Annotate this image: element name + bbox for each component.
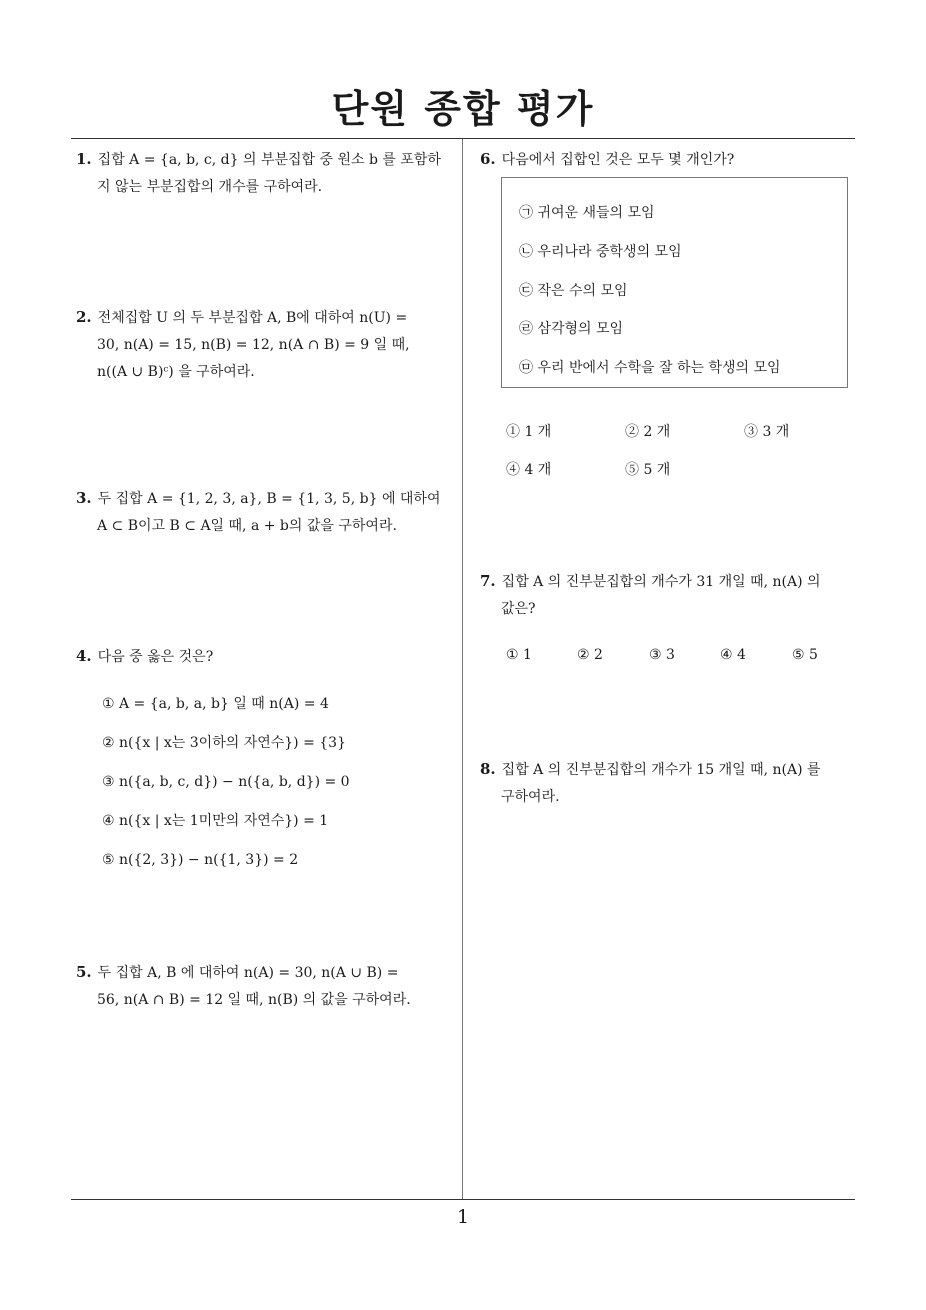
question-number: 3. bbox=[76, 489, 92, 507]
question-1 bbox=[76, 146, 458, 201]
answer-option-4[interactable]: ④ 4 bbox=[720, 647, 746, 663]
question-2 bbox=[76, 304, 458, 386]
question-number: 5. bbox=[76, 963, 92, 981]
answer-option-1[interactable]: ① 1 bbox=[506, 647, 532, 663]
answer-option-4[interactable]: ④ 4 개 bbox=[506, 462, 552, 478]
answer-option-1[interactable]: ① 1 개 bbox=[506, 424, 552, 440]
question-text: 지 않는 부분집합의 개수를 구하여라. bbox=[97, 179, 323, 195]
answer-option-5[interactable]: ⑤ 5 개 bbox=[625, 462, 671, 478]
box-item-1: ㉠ 귀여운 새들의 모임 bbox=[519, 205, 655, 221]
question-3 bbox=[76, 485, 458, 540]
question-number: 4. bbox=[76, 647, 92, 665]
question-number: 7. bbox=[480, 572, 496, 590]
answer-option-5[interactable]: ⑤ n({2, 3}) − n({1, 3}) = 2 bbox=[102, 852, 299, 868]
question-5 bbox=[76, 959, 458, 1014]
box-item-2: ㉡ 우리나라 중학생의 모임 bbox=[519, 244, 682, 260]
question-number: 8. bbox=[480, 760, 496, 778]
question-text: A ⊂ B이고 B ⊂ A일 때, a + b의 값을 구하여라. bbox=[97, 518, 397, 534]
top-rule bbox=[71, 138, 855, 139]
question-8 bbox=[480, 756, 862, 811]
box-item-5: ㉤ 우리 반에서 수학을 잘 하는 학생의 모임 bbox=[519, 360, 781, 376]
bottom-rule bbox=[71, 1199, 855, 1200]
question-text: 두 집합 A = {1, 2, 3, a}, B = {1, 3, 5, b} 에 대하여 bbox=[97, 491, 441, 507]
question-7 bbox=[480, 568, 862, 623]
question-text: 구하여라. bbox=[501, 789, 560, 805]
question-number: 1. bbox=[76, 150, 92, 168]
question-text: 집합 A 의 진부분집합의 개수가 31 개일 때, n(A) 의 bbox=[501, 574, 821, 590]
answer-option-3[interactable]: ③ 3 개 bbox=[744, 424, 790, 440]
answer-option-4[interactable]: ④ n({x | x는 1미만의 자연수}) = 1 bbox=[102, 813, 329, 829]
question-text: 다음 중 옳은 것은? bbox=[97, 649, 214, 665]
question-text: 두 집합 A, B 에 대하여 n(A) = 30, n(A ∪ B) = bbox=[97, 965, 399, 981]
page-number: 1 bbox=[456, 1206, 470, 1228]
box-item-4: ㉣ 삼각형의 모임 bbox=[519, 321, 624, 337]
question-4 bbox=[76, 643, 458, 671]
answer-option-2[interactable]: ② 2 개 bbox=[625, 424, 671, 440]
answer-option-3[interactable]: ③ 3 bbox=[649, 647, 675, 663]
question-6 bbox=[480, 146, 860, 174]
question-text: 집합 A 의 진부분집합의 개수가 15 개일 때, n(A) 를 bbox=[501, 762, 821, 778]
question-text: 30, n(A) = 15, n(B) = 12, n(A ∩ B) = 9 일 때, bbox=[97, 337, 410, 353]
question-text: 전체집합 U 의 두 부분집합 A, B에 대하여 n(U) = bbox=[97, 310, 408, 326]
question-number: 2. bbox=[76, 308, 92, 326]
box-item-3: ㉢ 작은 수의 모임 bbox=[519, 283, 628, 299]
answer-option-3[interactable]: ③ n({a, b, c, d}) − n({a, b, d}) = 0 bbox=[102, 774, 350, 790]
answer-option-2[interactable]: ② 2 bbox=[577, 647, 603, 663]
question-text: 값은? bbox=[501, 601, 536, 617]
question-text: 56, n(A ∩ B) = 12 일 때, n(B) 의 값을 구하여라. bbox=[97, 992, 411, 1008]
answer-option-2[interactable]: ② n({x | x는 3이하의 자연수}) = {3} bbox=[102, 735, 346, 751]
page-title: 단원 종합 평가 bbox=[331, 87, 595, 131]
question-6-box bbox=[501, 177, 848, 388]
column-divider bbox=[462, 139, 463, 1200]
question-number: 6. bbox=[480, 150, 496, 168]
question-4-options bbox=[102, 685, 350, 880]
question-text: 집합 A = {a, b, c, d} 의 부분집합 중 원소 b 를 포함하 bbox=[97, 152, 441, 168]
question-text: 다음에서 집합인 것은 모두 몇 개인가? bbox=[501, 152, 735, 168]
answer-option-1[interactable]: ① A = {a, b, a, b} 일 때 n(A) = 4 bbox=[102, 696, 329, 712]
answer-option-5[interactable]: ⑤ 5 bbox=[792, 647, 818, 663]
question-text: n((A ∪ B)ᶜ) 을 구하여라. bbox=[97, 364, 255, 380]
